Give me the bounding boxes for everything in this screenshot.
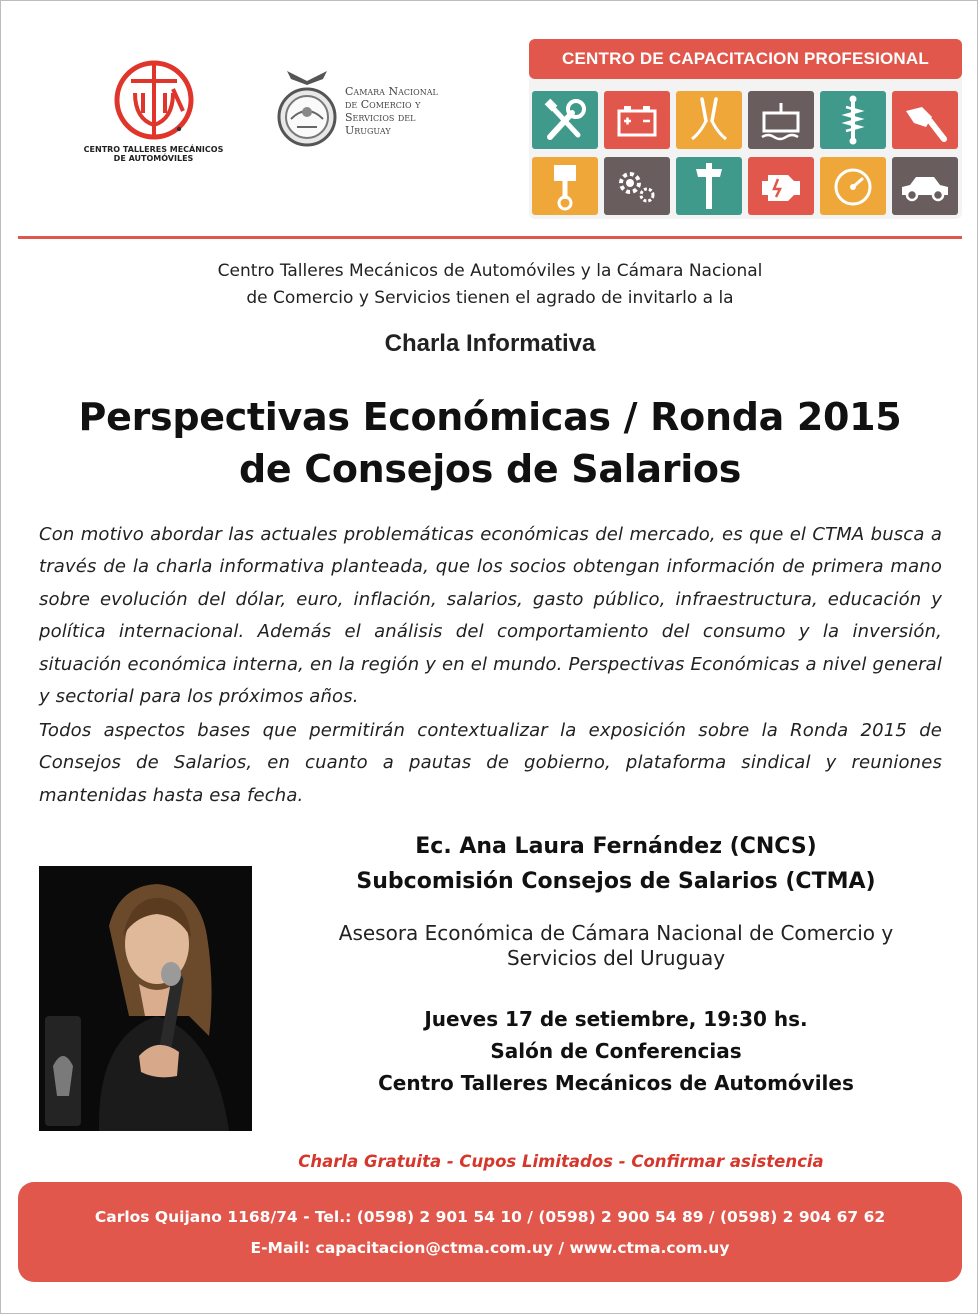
event-venue: Salón de Conferencias [490, 1039, 742, 1063]
event-title-line1: Perspectivas Económicas / Ronda 2015 [78, 395, 902, 439]
contact-footer [18, 1182, 962, 1282]
description-paragraph-2: Todos aspectos bases que permitirán contextualizar la exposición sobre la Ronda 2015 de Consejos de Salarios, en cuanto a pautas de gobierno, plataforma sindical y reuniones mantenidas hasta esa fecha. [39, 720, 942, 806]
ctma-logo [81, 59, 226, 163]
ctma-caption-line1: CENTRO TALLERES MECÁNICOS [83, 145, 224, 154]
cncs-logo [273, 67, 483, 157]
training-panel-title: CENTRO DE CAPACITACION PROFESIONAL [529, 39, 962, 79]
header-divider [18, 236, 962, 239]
ctma-caption-line2: DE AUTOMÓVILES [113, 154, 194, 163]
event-kicker: Charla Informativa [384, 330, 596, 357]
speaker-role-line2: Servicios del Uruguay [506, 946, 726, 970]
gears-icon [604, 157, 670, 215]
cncs-line1: Camara Nacional [345, 85, 438, 98]
speaker-role-line1: Asesora Económica de Cámara Nacional de Comercio y [338, 921, 894, 945]
event-details [291, 1003, 941, 1099]
piston-icon [532, 157, 598, 215]
intro-line1: Centro Talleres Mecánicos de Automóviles y la Cámara Nacional [217, 261, 763, 281]
fuel-nozzle-icon [892, 91, 958, 149]
footer-contact[interactable]: E-Mail: capacitacion@ctma.com.uy / www.ctma.com.uy [250, 1239, 730, 1257]
ctma-monogram-icon [113, 59, 195, 141]
shock-absorber-icon [820, 91, 886, 149]
tools-icon [532, 91, 598, 149]
cncs-line2: de Comercio y [345, 98, 421, 111]
speedometer-icon [820, 157, 886, 215]
coolant-icon [748, 91, 814, 149]
event-date: Jueves 17 de setiembre, 19:30 hs. [424, 1007, 808, 1031]
training-panel [529, 39, 962, 219]
speaker-name-line2: Subcomisión Consejos de Salarios (CTMA) [356, 869, 876, 894]
event-title [1, 391, 978, 495]
speaker-name-line1: Ec. Ana Laura Fernández (CNCS) [415, 834, 817, 859]
caliper-icon [676, 157, 742, 215]
engine-icon [748, 157, 814, 215]
description-paragraph-1: Con motivo abordar las actuales problemáticas económicas del mercado, es que el CTMA busca a través de la charla informativa planteada, que los socios obtengan información de primera mano sobre evolución del dólar, euro, inflación, salarios, gasto público, infraestructura, educación y política internacional. Además el análisis del comportamiento del consumo y la inversión, situación económica interna, en la región y en el mundo. Perspectivas Económicas a nivel general y sectorial para los próximos años. [39, 524, 942, 708]
intro-text [1, 258, 978, 312]
speaker-photo [39, 866, 252, 1131]
battery-icon [604, 91, 670, 149]
speaker-role [291, 921, 941, 971]
jumper-cables-icon [676, 91, 742, 149]
car-icon [892, 157, 958, 215]
event-place: Centro Talleres Mecánicos de Automóviles [378, 1071, 854, 1095]
speaker-name [291, 829, 941, 899]
intro-line2: de Comercio y Servicios tienen el agrado de invitarlo a la [246, 288, 734, 308]
event-title-line2: de Consejos de Salarios [238, 447, 742, 491]
cncs-line4: Uruguay [345, 124, 391, 137]
attendance-notice: Charla Gratuita - Cupos Limitados - Confirmar asistencia [298, 1152, 824, 1171]
cncs-seal-icon [273, 67, 341, 157]
footer-address-phones: Carlos Quijano 1168/74 - Tel.: (0598) 2 901 54 10 / (0598) 2 900 54 89 / (0598) 2 904 67 62 [94, 1208, 886, 1226]
cncs-line3: Servicios del [345, 111, 416, 124]
